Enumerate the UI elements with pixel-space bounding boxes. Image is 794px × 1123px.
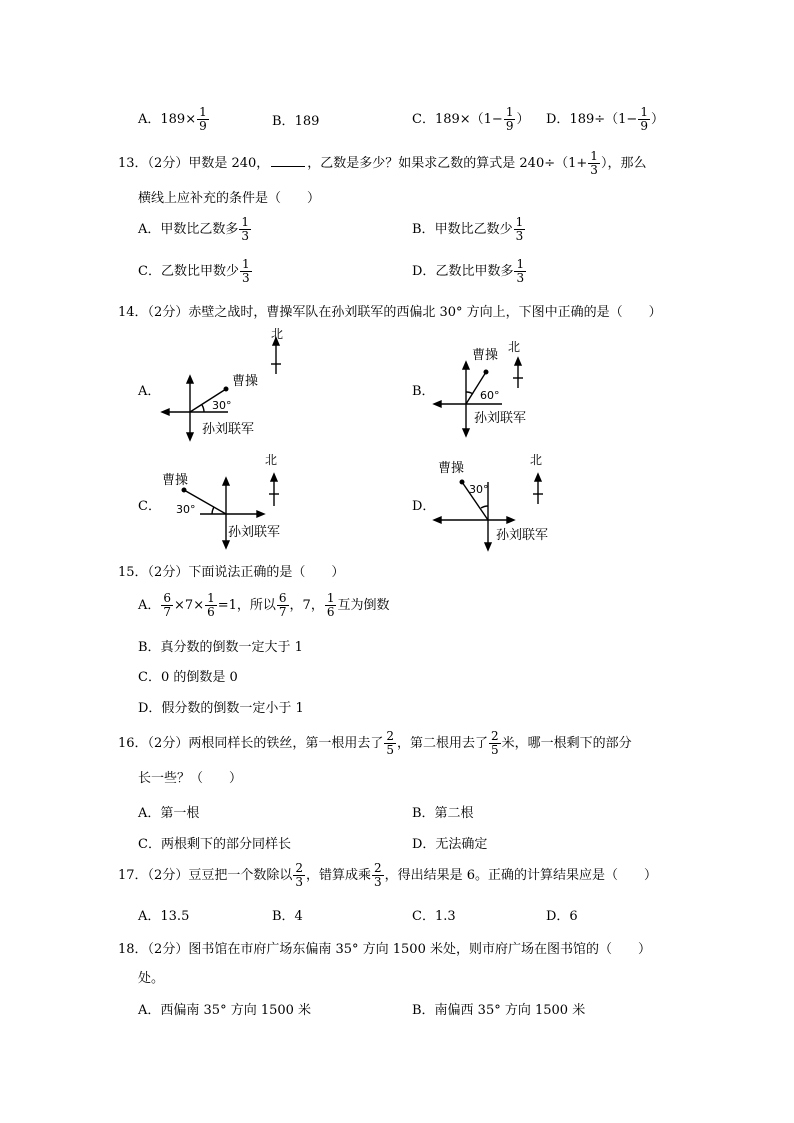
q13-option-d[interactable]: D．乙数比甲数多 $\frac{1}{3}$ [412, 257, 525, 285]
cao-label: 曹操 [472, 348, 499, 363]
q17-option-a[interactable]: A．13.5 [138, 909, 190, 924]
fraction: $\frac{1}{6}$ [207, 591, 215, 619]
q16-option-c[interactable]: C．两根剩下的部分同样长 [138, 837, 291, 852]
fraction: $\frac{2}{3}$ [295, 861, 303, 889]
q14-option-c-label[interactable]: C． [138, 499, 161, 514]
cao-label: 曹操 [162, 473, 189, 488]
q14-stem: 14．（2分）赤壁之战时，曹操军队在孙刘联军的西偏北 30° 方向上，下图中正确的是（ ） [118, 305, 662, 320]
q18-option-b[interactable]: B．南偏西 35° 方向 1500 米 [412, 1003, 586, 1018]
q12-option-c[interactable]: C．189×（1− $\frac{1}{9}$ ） [412, 105, 530, 133]
q12-option-d[interactable]: D．189÷（1− $\frac{1}{9}$ ） [546, 105, 664, 133]
fraction: $\frac{1}{3}$ [516, 257, 525, 285]
q16-option-a[interactable]: A．第一根 [138, 806, 200, 821]
q17-stem: 17．（2分）豆豆把一个数除以 $\frac{2}{3}$ ，错算成乘 $\frac{2}{3}$ ，得出结果是 6。正确的计算结果应是（ ） [118, 861, 658, 889]
q13-option-c[interactable]: C．乙数比甲数少 $\frac{1}{3}$ [138, 257, 250, 285]
q16-option-d[interactable]: D．无法确定 [412, 837, 488, 852]
north-label: 北 [265, 453, 278, 467]
q14-option-d-label[interactable]: D． [412, 499, 436, 514]
north-label: 北 [508, 340, 521, 354]
fraction: $\frac{2}{5}$ [386, 729, 394, 757]
q13-option-a[interactable]: A．甲数比乙数多 $\frac{1}{3}$ [138, 215, 250, 243]
q15-stem: 15．（2分）下面说法正确的是（ ） [118, 565, 345, 580]
q18-stem-line2: 处。 [138, 971, 165, 986]
q14-diagram-b[interactable] [432, 332, 558, 440]
fraction: $\frac{6}{7}$ [278, 591, 287, 619]
north-label: 北 [271, 327, 284, 341]
fraction: $\frac{2}{5}$ [491, 729, 499, 757]
q14-diagram-d[interactable] [432, 448, 558, 552]
fraction: $\frac{1}{9}$ [640, 105, 648, 133]
cao-label: 曹操 [232, 374, 259, 389]
q14-option-a-label[interactable]: A． [138, 384, 161, 399]
q15-option-c[interactable]: C．0 的倒数是 0 [138, 670, 238, 685]
q13-option-b[interactable]: B．甲数比乙数少 $\frac{1}{3}$ [412, 215, 524, 243]
angle-label: 30° [469, 483, 489, 496]
q16-stem: 16．（2分）两根同样长的铁丝，第一根用去了 $\frac{2}{5}$ ，第二根用去了 $\frac{2}{5}$ 米，哪一根剩下的部分 [118, 729, 632, 757]
angle-label: 30° [212, 399, 232, 412]
q15-option-b[interactable]: B．真分数的倒数一定大于 1 [138, 640, 303, 655]
q16-stem-line2: 长一些？（ ） [138, 771, 243, 786]
q13-stem: 13．（2分）甲数是 240， ，乙数是多少？如果求乙数的算式是 240÷（1+ $\frac{1}{3}$ ），那么 [118, 149, 647, 177]
q16-option-b[interactable]: B．第二根 [412, 806, 474, 821]
sunliu-label: 孙刘联军 [228, 525, 281, 540]
fraction: $\frac{1}{3}$ [590, 149, 598, 177]
q12-option-b[interactable]: B．189 [272, 114, 320, 129]
fraction: $\frac{1}{3}$ [241, 257, 250, 285]
fraction: $\frac{1}{9}$ [505, 105, 514, 133]
north-label: 北 [530, 453, 543, 467]
angle-label: 30° [176, 503, 196, 516]
fraction: $\frac{1}{3}$ [241, 215, 250, 243]
sunliu-label: 孙刘联军 [202, 422, 255, 437]
q14-diagram-c[interactable] [160, 448, 286, 552]
angle-label: 60° [480, 389, 500, 402]
q17-option-c[interactable]: C．1.3 [412, 909, 456, 924]
q17-option-d[interactable]: D．6 [546, 909, 578, 924]
q18-stem: 18．（2分）图书馆在市府广场东偏南 35° 方向 1500 米处，则市府广场在图书馆的（ ） [118, 942, 651, 957]
q15-option-a[interactable]: A． $\frac{6}{7}$ ×7× $\frac{1}{6}$ =1，所以 $\frac{6}{7}$ ，7， $\frac{1}{6}$ 互为倒数 [138, 591, 390, 619]
q15-option-d[interactable]: D．假分数的倒数一定小于 1 [138, 701, 304, 716]
fraction: $\frac{1}{6}$ [326, 591, 335, 619]
answer-blank[interactable] [271, 154, 305, 167]
fraction: $\frac{1}{9}$ [199, 105, 207, 133]
q12-option-a[interactable]: A．189× $\frac{1}{9}$ [138, 105, 207, 133]
q14-diagram-a[interactable] [160, 326, 286, 444]
q13-stem-line2: 横线上应补充的条件是（ ） [138, 191, 321, 206]
fraction: $\frac{6}{7}$ [163, 591, 172, 619]
q17-option-b[interactable]: B．4 [272, 909, 303, 924]
q14-option-b-label[interactable]: B． [412, 384, 435, 399]
fraction: $\frac{1}{3}$ [515, 215, 524, 243]
sunliu-label: 孙刘联军 [496, 528, 549, 543]
q18-option-a[interactable]: A．西偏南 35° 方向 1500 米 [138, 1003, 312, 1018]
sunliu-label: 孙刘联军 [474, 411, 527, 426]
fraction: $\frac{2}{3}$ [374, 861, 382, 889]
cao-label: 曹操 [438, 461, 465, 476]
